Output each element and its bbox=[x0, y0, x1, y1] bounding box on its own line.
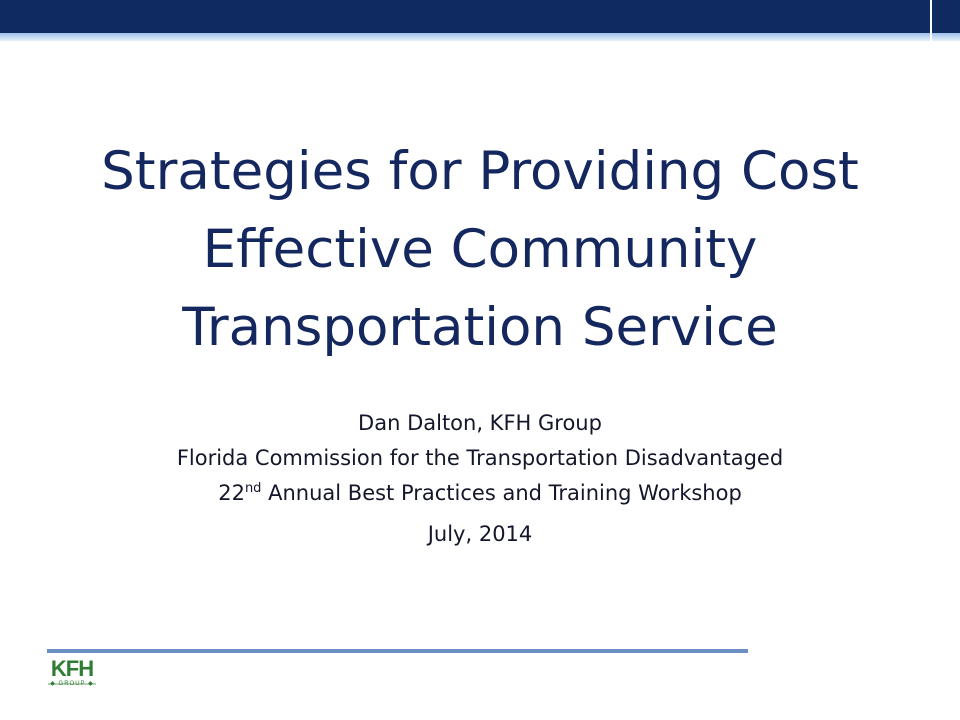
title-line-1: Strategies for Providing Cost bbox=[101, 141, 859, 202]
title-line-3: Transportation Service bbox=[182, 297, 778, 358]
header-accent-divider bbox=[930, 33, 932, 41]
title-line-2: Effective Community bbox=[202, 219, 758, 280]
workshop-ordinal-suffix: nd bbox=[244, 481, 262, 496]
logo-subtext: ◆ GROUP ◆ bbox=[50, 681, 94, 687]
header-band bbox=[0, 0, 960, 33]
logo-letters: KFH bbox=[50, 656, 94, 681]
workshop-name: Annual Best Practices and Training Workshop bbox=[261, 481, 742, 505]
header-band-corner bbox=[932, 0, 960, 33]
workshop-line bbox=[40, 476, 920, 511]
date-line: July, 2014 bbox=[427, 522, 533, 546]
slide-title bbox=[40, 133, 920, 367]
kfh-group-logo bbox=[47, 657, 97, 691]
organization-line: Florida Commission for the Transportation Disadvantaged bbox=[176, 446, 784, 470]
slide-subtitle bbox=[40, 406, 920, 549]
workshop-number: 22 bbox=[218, 481, 245, 505]
logo-sub-label: GROUP bbox=[58, 681, 86, 687]
footer-rule bbox=[47, 649, 748, 653]
presenter-line: Dan Dalton, KFH Group bbox=[358, 411, 602, 435]
header-accent-band bbox=[0, 33, 960, 41]
